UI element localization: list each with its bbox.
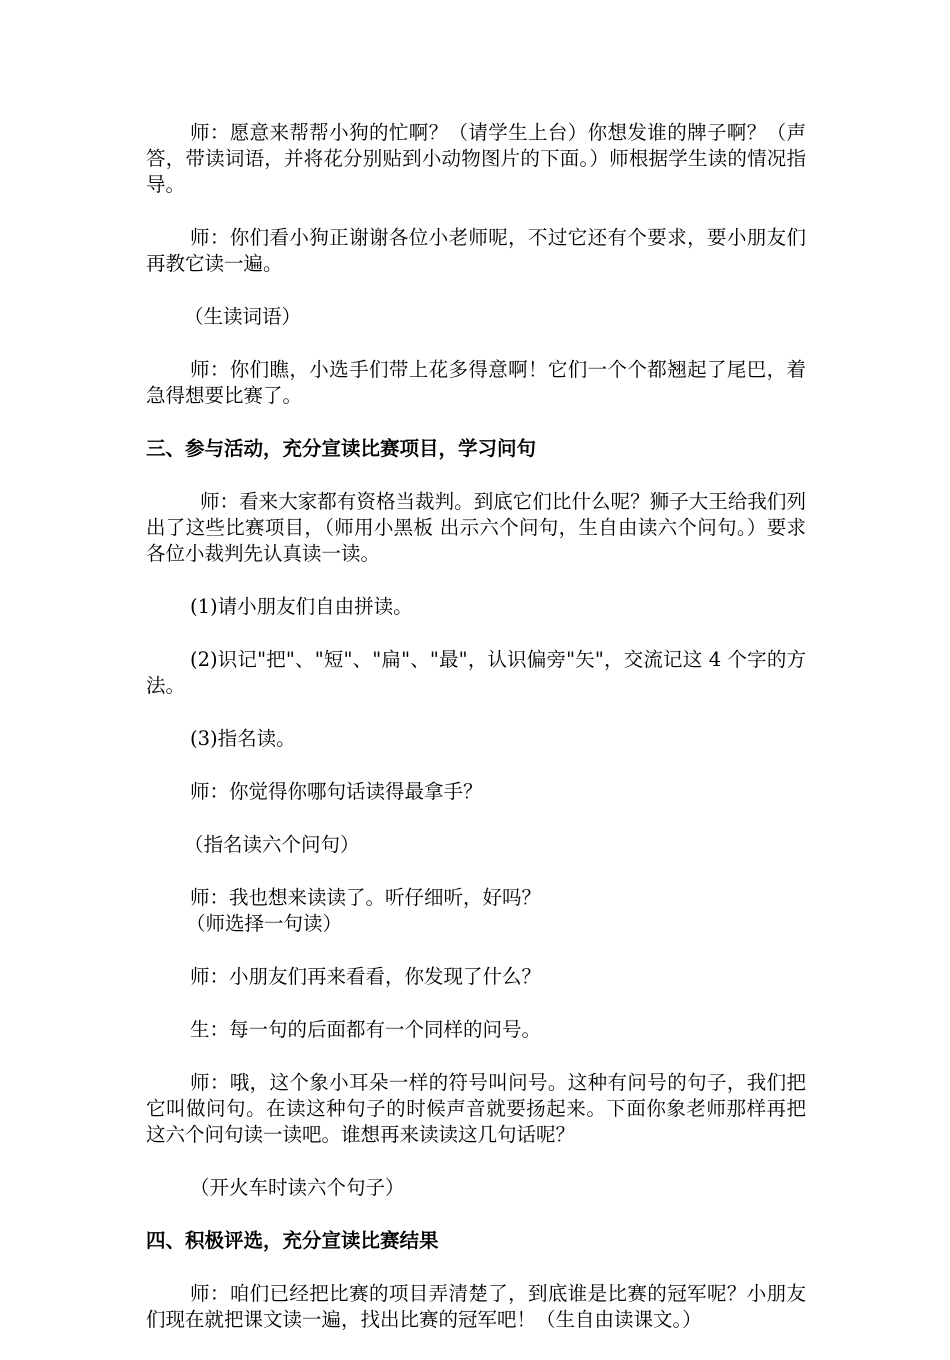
- paragraph-7: (2)识记"把"、"短"、"扁"、"最"，认识偏旁"矢"，交流记这 4 个字的方法。: [146, 648, 806, 697]
- paragraph-12: 师：小朋友们再来看看，你发现了什么？: [190, 965, 542, 988]
- paragraph-2: 师：你们看小狗正谢谢各位小老师呢，不过它还有个要求，要小朋友们再教它读一遍。: [146, 226, 806, 275]
- paragraph-1: 师：愿意来帮帮小狗的忙啊？（请学生上台）你想发谁的牌子啊？（声答，带读词语，并将花分别贴到小动物图片的下面。）师根据学生读的情况指导。: [146, 121, 806, 196]
- paragraph-15: （开火车时读六个句子）: [190, 1176, 405, 1199]
- paragraph-4: 师：你们瞧，小选手们带上花多得意啊！它们一个个都翘起了尾巴，着急得想要比赛了。: [146, 358, 806, 407]
- paragraph-6: (1)请小朋友们自由拼读。: [190, 595, 413, 618]
- paragraph-10: （指名读六个问句）: [184, 833, 360, 856]
- paragraph-11: 师：我也想来读读了。听仔细听，好吗？: [190, 886, 542, 909]
- paragraph-14: 师：哦，这个象小耳朵一样的符号叫问号。这种有问号的句子，我们把它叫做问句。在读这种句子的时候声音就要扬起来。下面你象老师那样再把这六个问句读一读吧。谁想再来读读这几句话呢？: [146, 1071, 806, 1146]
- paragraph-8: (3)指名读。: [190, 727, 296, 750]
- paragraph-9: 师：你觉得你哪句话读得最拿手？: [190, 780, 483, 803]
- paragraph-13: 生：每一句的后面都有一个同样的问号。: [190, 1018, 542, 1041]
- paragraph-5: 师：看来大家都有资格当裁判。到底它们比什么呢？狮子大王给我们列出了这些比赛项目，（师用小黑板 出示六个问句，生自由读六个问句。）要求各位小裁判先认真读一读。: [146, 490, 806, 565]
- section-heading-4: 四、积极评选，充分宣读比赛结果: [146, 1229, 439, 1252]
- document-page: [146, 120, 806, 1360]
- paragraph-3: （生读词语）: [184, 305, 302, 328]
- paragraph-16: 师：咱们已经把比赛的项目弄清楚了，到底谁是比赛的冠军呢？小朋友们现在就把课文读一遍，找出比赛的冠军吧！（生自由读课文。）: [146, 1282, 806, 1331]
- section-heading-3: 三、参与活动，充分宣读比赛项目，学习问句: [146, 437, 537, 460]
- paragraph-11b: （师选择一句读）: [186, 912, 343, 935]
